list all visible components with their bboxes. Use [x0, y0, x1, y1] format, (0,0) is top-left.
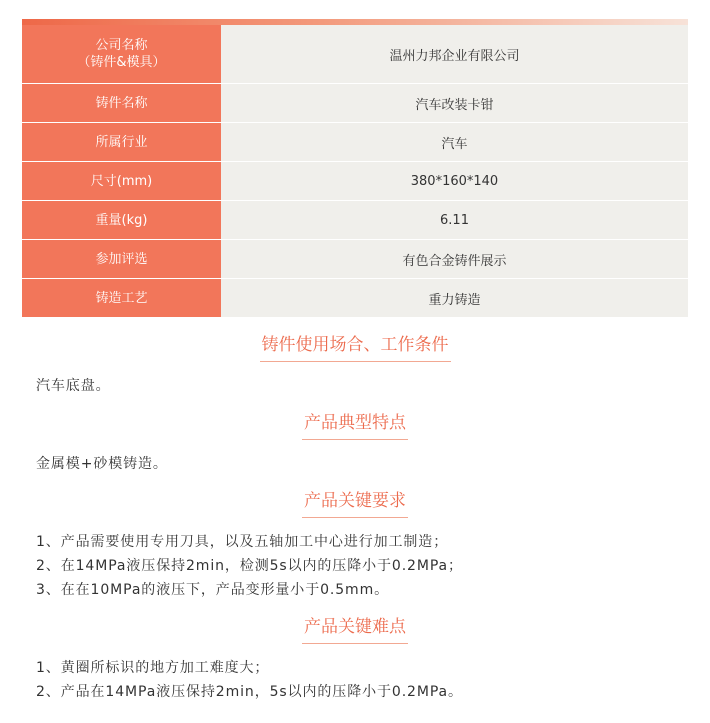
spec-table	[22, 25, 688, 318]
row-value: 380*160*140	[221, 162, 688, 201]
difficulty-line: 1、黄圈所标识的地方加工难度大；	[36, 660, 270, 676]
requirement-line: 2、在14MPa液压保持2min，检测5s以内的压降小于0.2MPa；	[36, 558, 463, 574]
row-label: 所属行业	[22, 123, 221, 162]
section-heading-requirements: 产品关键要求	[0, 490, 710, 518]
row-label: 重量(kg)	[22, 201, 221, 240]
table-row	[22, 201, 688, 240]
row-value: 6.11	[221, 201, 688, 240]
row-value: 温州力邦企业有限公司	[221, 25, 688, 84]
row-label: 铸件名称	[22, 84, 221, 123]
section-text-features: 金属模+砂模铸造。	[36, 456, 168, 472]
label-line-2: （铸件&模具）	[77, 55, 166, 70]
requirement-line: 3、在在10MPa的液压下，产品变形量小于0.5mm。	[36, 582, 390, 598]
table-row	[22, 240, 688, 279]
row-value: 汽车改装卡钳	[221, 84, 688, 123]
label-line-1: 公司名称	[95, 38, 148, 53]
row-label	[22, 25, 221, 84]
requirement-line: 1、产品需要使用专用刀具，以及五轴加工中心进行加工制造；	[36, 534, 449, 550]
row-value: 有色合金铸件展示	[221, 240, 688, 279]
section-heading-difficulties: 产品关键难点	[0, 616, 710, 644]
row-value: 汽车	[221, 123, 688, 162]
table-row	[22, 279, 688, 318]
table-row	[22, 25, 688, 84]
table-row	[22, 162, 688, 201]
row-label: 参加评选	[22, 240, 221, 279]
row-label: 铸造工艺	[22, 279, 221, 318]
table-row	[22, 84, 688, 123]
row-value: 重力铸造	[221, 279, 688, 318]
difficulty-line: 2、产品在14MPa液压保持2min，5s以内的压降小于0.2MPa。	[36, 684, 463, 700]
row-label: 尺寸(mm)	[22, 162, 221, 201]
section-heading-usage: 铸件使用场合、工作条件	[0, 334, 710, 362]
section-text-usage: 汽车底盘。	[36, 378, 111, 394]
section-heading-features: 产品典型特点	[0, 412, 710, 440]
table-row	[22, 123, 688, 162]
